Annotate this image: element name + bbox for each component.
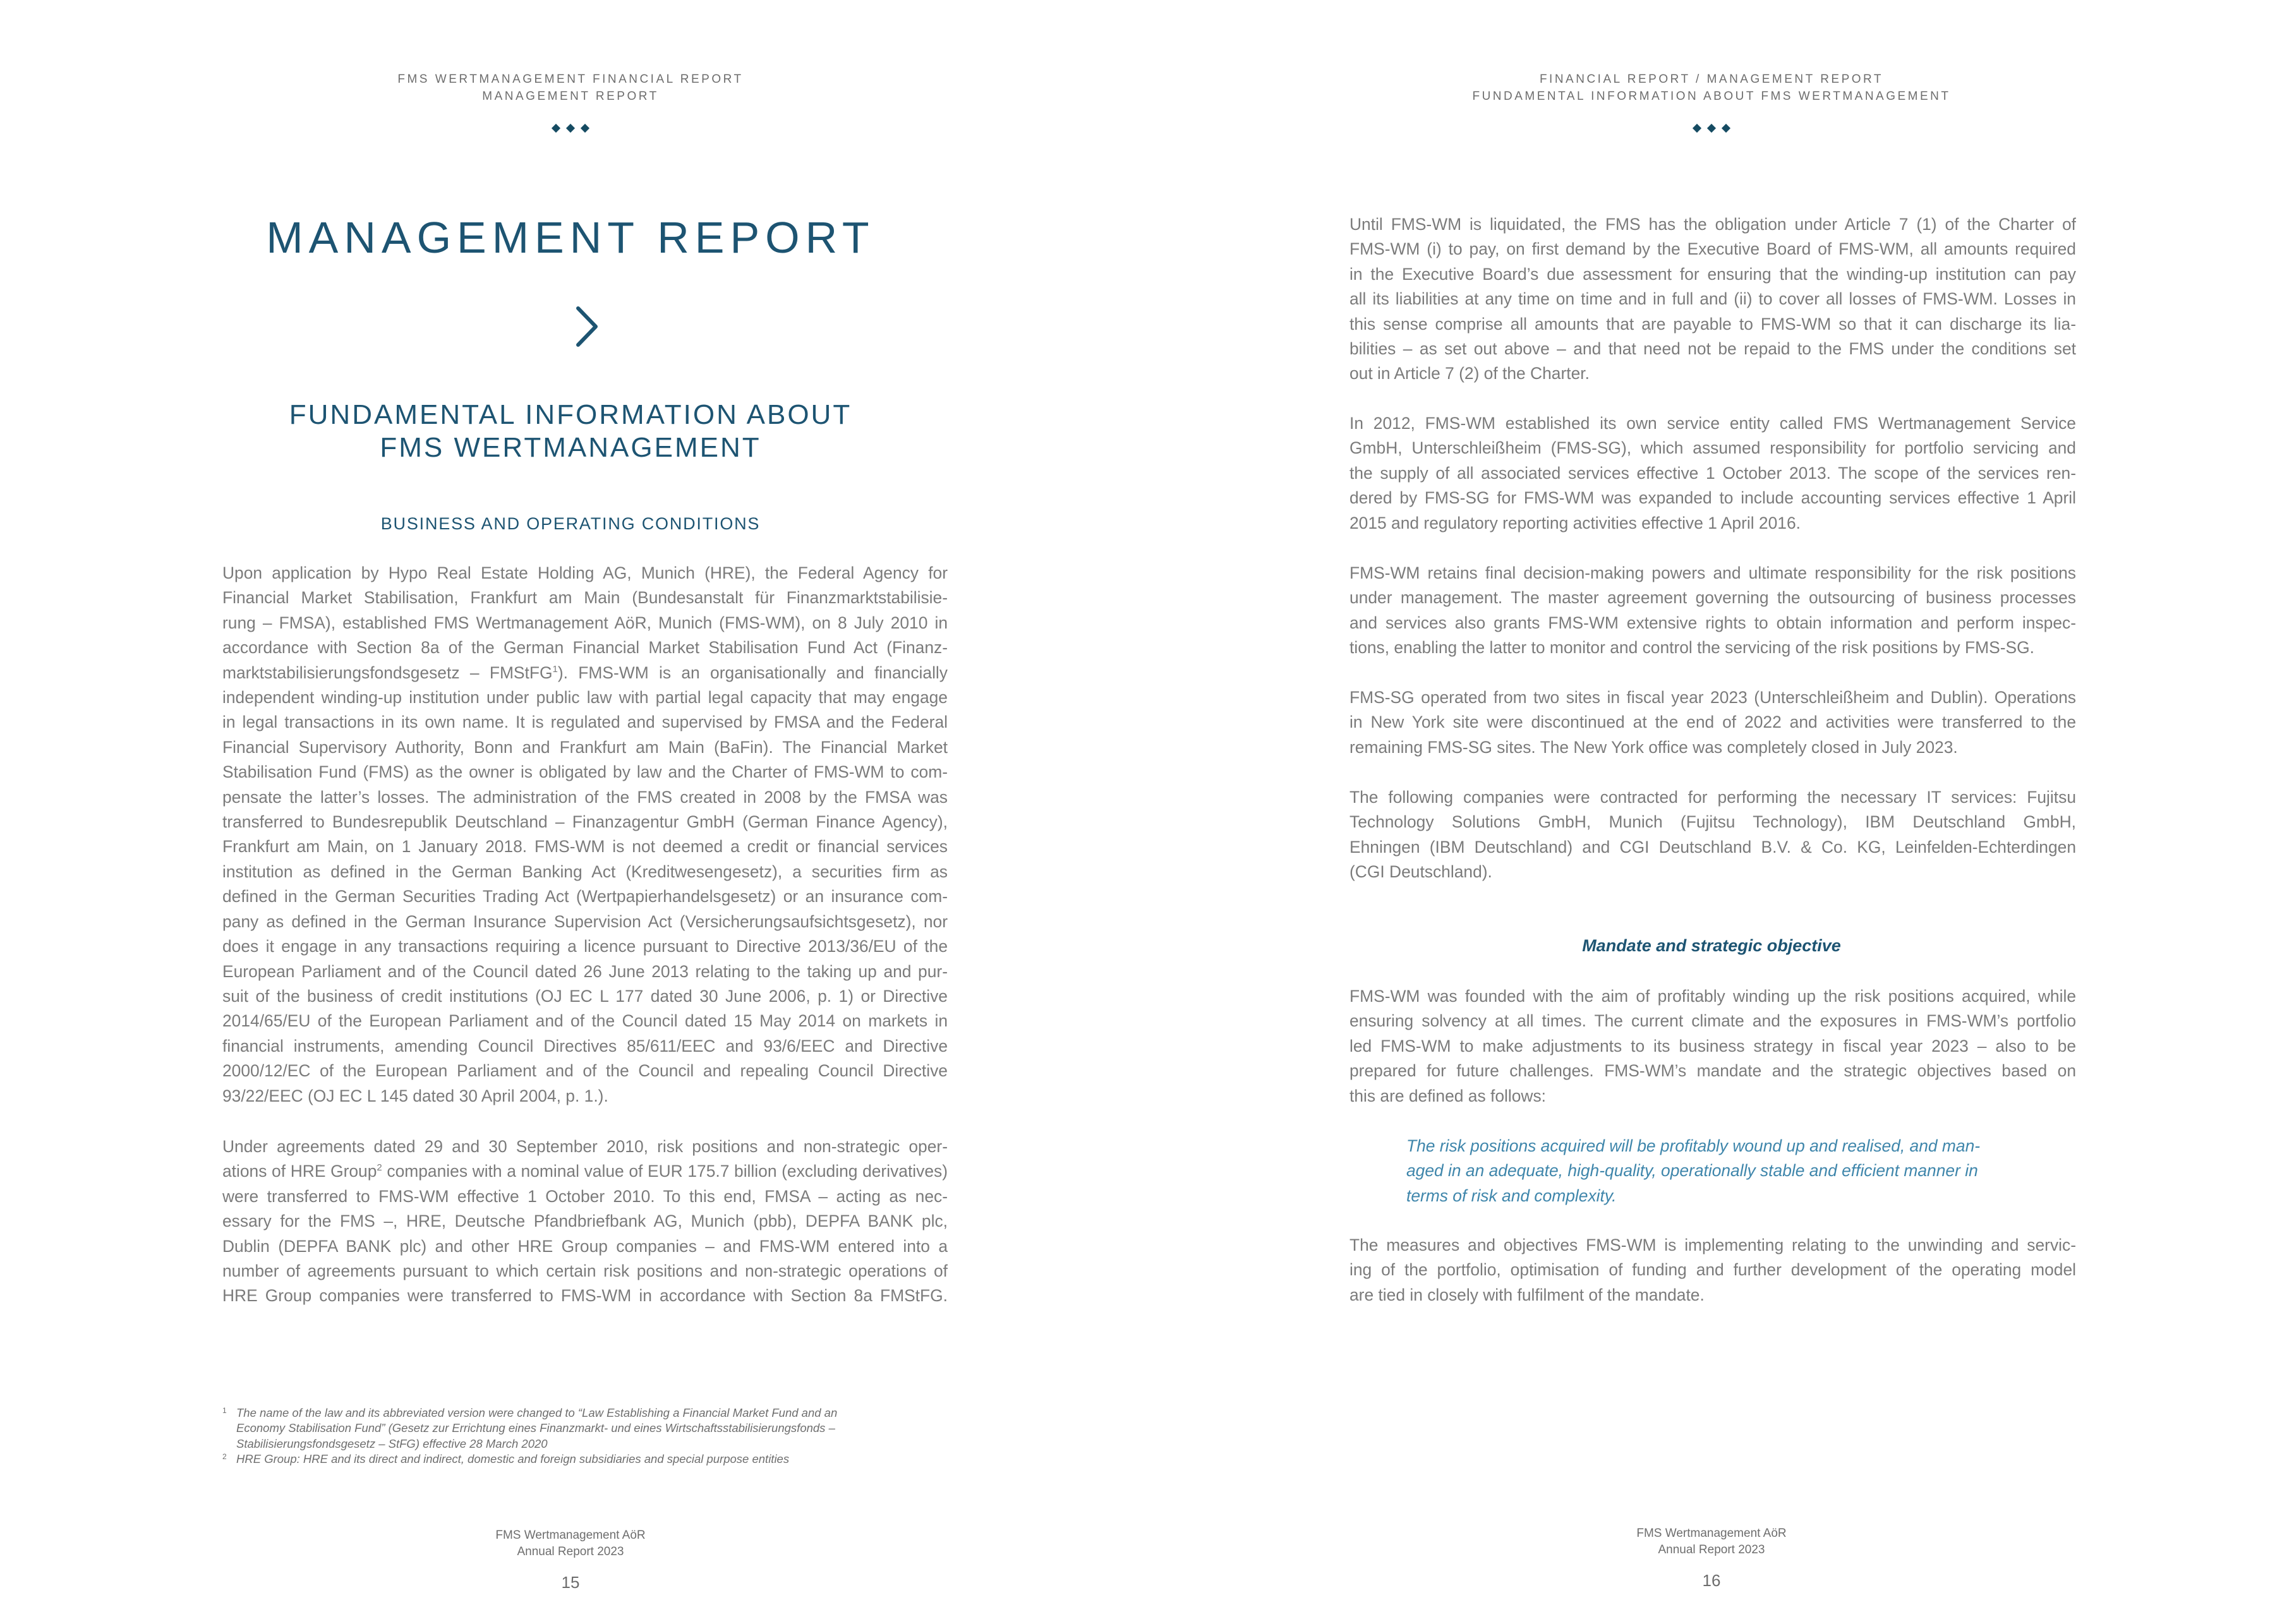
text-line: led FMS-WM to make adjustments to its business strategy in fiscal year 2023 – also to be xyxy=(1349,1036,2076,1056)
text-line: under management. The master agreement governing the outsourcing of business processes xyxy=(1349,588,2076,608)
text-line: GmbH, Unterschleißheim (FMS-SG), which assumed responsibility for portfolio servicing and xyxy=(1349,438,2076,458)
text-line: FMS-WM retains final decision-making powers and ultimate responsibility for the risk positions xyxy=(1349,563,2076,582)
text-line: are tied in closely with fulfilment of the mandate. xyxy=(1349,1285,1705,1304)
text-line: FMS-WM was founded with the aim of profitably winding up the risk positions acquired, while xyxy=(1349,987,2076,1006)
text-line: ensuring solvency at all times. The current climate and the exposures in FMS-WM’s portfolio xyxy=(1349,1011,2076,1031)
footnotes xyxy=(222,1405,837,1467)
footnote xyxy=(222,1452,837,1467)
text-line: in legal transactions in its own name. It is regulated and supervised by FMSA and the Federal xyxy=(222,713,948,732)
running-head-line: MANAGEMENT REPORT xyxy=(482,90,659,103)
section-title-line: FMS WERTMANAGEMENT xyxy=(380,432,761,463)
paragraph xyxy=(1349,1233,2076,1308)
text-line: tions, enabling the latter to monitor and control the servicing of the risk positions by FMS-SG. xyxy=(1349,638,2035,658)
running-head xyxy=(0,71,1141,105)
footer-line: Annual Report 2023 xyxy=(517,1545,624,1558)
section-title-line: FUNDAMENTAL INFORMATION ABOUT xyxy=(289,399,852,430)
text-line: dered by FMS-SG for FMS-WM was expanded to include accounting services effective 1 April xyxy=(1349,488,2076,508)
footnote-ref: 2 xyxy=(377,1162,382,1174)
text-line: in the Executive Board’s due assessment for ensuring that the winding-up institution can pay xyxy=(1349,264,2076,284)
paragraph xyxy=(1349,411,2076,536)
footnote-number: 2 xyxy=(222,1452,227,1461)
paragraph xyxy=(1349,561,2076,661)
running-head xyxy=(1141,71,2282,105)
text-line: (CGI Deutschland). xyxy=(1349,862,1492,882)
text-line: FMS-SG operated from two sites in fiscal year 2023 (Unterschleißheim and Dublin). Operations xyxy=(1349,688,2076,707)
text-line: European Parliament and of the Council dated 26 June 2013 relating to the taking up and pur- xyxy=(222,961,948,981)
text-line: FMS-WM (i) to pay, on first demand by the Executive Board of FMS-WM, all amounts required xyxy=(1349,239,2076,259)
text-line: bilities – as set out above – and that need not be repaid to the FMS under the conditions set xyxy=(1349,339,2076,359)
text-line: Stabilisation Fund (FMS) as the owner is obligated by law and the Charter of FMS-WM to com- xyxy=(222,762,948,782)
page-number: 15 xyxy=(561,1573,580,1592)
text-line: in New York site were discontinued at the end of 2022 and activities were transferred to the xyxy=(1349,713,2076,732)
text-line: prepared for future challenges. FMS-WM’s mandate and the strategic objectives based on xyxy=(1349,1061,2076,1081)
text-line: remaining FMS-SG sites. The New York office was completely closed in July 2023. xyxy=(1349,737,1958,757)
text-line: HRE Group companies were transferred to FMS-WM in accordance with Section 8a FMStFG. xyxy=(222,1286,948,1306)
section-title xyxy=(0,399,1141,464)
quote-line: The risk positions acquired will be profitably wound up and realised, and man- xyxy=(1406,1136,1981,1155)
quote-line: aged in an adequate, high-quality, operationally stable and efficient manner in xyxy=(1406,1161,1978,1181)
text-line: number of agreements pursuant to which certain risk positions and non-strategic operations of xyxy=(222,1261,948,1281)
mandate-quote xyxy=(1406,1134,1980,1208)
paragraph xyxy=(222,1134,948,1309)
footer-line: FMS Wertmanagement AöR xyxy=(1636,1527,1787,1540)
text-line: Financial Supervisory Authority, Bonn and Frankfurt am Main (BaFin). The Financial Market xyxy=(222,737,948,757)
page-footer xyxy=(0,1527,1141,1560)
text-line xyxy=(222,1159,948,1184)
footnote-line: The name of the law and its abbreviated version were changed to “Law Establishing a Financial Market Fund and an xyxy=(236,1406,838,1419)
text-line: were transferred to FMS-WM effective 1 October 2010. To this end, FMSA – acting as nec- xyxy=(222,1186,948,1206)
paragraph xyxy=(1349,685,2076,760)
text-line: Ehningen (IBM Deutschland) and CGI Deutschland B.V. & Co. KG, Leinfelden-Echterdingen xyxy=(1349,837,2076,857)
text-line: this are defined as follows: xyxy=(1349,1086,1546,1105)
text-segment: ations of HRE Group xyxy=(222,1162,377,1181)
text-line: and services also grants FMS-WM extensive rights to obtain information and perform inspec- xyxy=(1349,613,2076,632)
text-line: does it engage in any transactions requiring a licence pursuant to Directive 2013/36/EU of the xyxy=(222,937,948,956)
text-line: ing of the portfolio, optimisation of funding and further development of the operating model xyxy=(1349,1260,2076,1280)
text-line: 2000/12/EC of the European Parliament and of the Council and repealing Council Directive xyxy=(222,1061,948,1081)
text-line: pany as defined in the German Insurance Supervision Act (Versicherungsaufsichtsgesetz), nor xyxy=(222,911,948,931)
text-line: In 2012, FMS-WM established its own service entity called FMS Wertmanagement Service xyxy=(1349,414,2076,433)
page-title: MANAGEMENT REPORT xyxy=(266,213,875,262)
text-segment: ). FMS-WM is an organisationally and financially xyxy=(557,663,948,682)
text-line: 93/22/EEC (OJ EC L 145 dated 30 April 2004, p. 1.). xyxy=(222,1086,608,1105)
page-number: 16 xyxy=(1702,1571,1721,1590)
running-head-line: FUNDAMENTAL INFORMATION ABOUT FMS WERTMANAGEMENT xyxy=(1472,90,1951,103)
paragraph xyxy=(222,561,948,1109)
text-line: Until FMS-WM is liquidated, the FMS has the obligation under Article 7 (1) of the Charter of xyxy=(1349,215,2076,234)
text-line: essary for the FMS –, HRE, Deutsche Pfandbriefbank AG, Munich (pbb), DEPFA BANK plc, xyxy=(222,1212,948,1231)
paragraph xyxy=(1349,212,2076,387)
text-segment: companies with a nominal value of EUR 175.7 billion (excluding derivatives) xyxy=(382,1162,948,1181)
text-line: independent winding-up institution under public law with partial legal capacity that may engage xyxy=(222,688,948,707)
running-head-line: FINANCIAL REPORT / MANAGEMENT REPORT xyxy=(1539,73,1884,86)
text-line: The following companies were contracted for performing the necessary IT services: Fujitsu xyxy=(1349,788,2076,807)
footnote-line: HRE Group: HRE and its direct and indirect, domestic and foreign subsidiaries and special purpose entities xyxy=(236,1452,790,1465)
footnote-number: 1 xyxy=(222,1406,227,1415)
diamond-ornament-icon xyxy=(1141,125,2282,131)
footer-line: Annual Report 2023 xyxy=(1658,1543,1765,1556)
mandate-heading: Mandate and strategic objective xyxy=(1582,936,1841,955)
text-line: Financial Market Stabilisation, Frankfurt am Main (Bundesanstalt für Finanzmarktstabilisie- xyxy=(222,588,948,608)
text-line: Upon application by Hypo Real Estate Holding AG, Munich (HRE), the Federal Agency for xyxy=(222,563,948,582)
text-line: suit of the business of credit institutions (OJ EC L 177 dated 30 June 2006, p. 1) or Directive xyxy=(222,986,948,1006)
text-segment: marktstabilisierungsfondsgesetz – FMStFG xyxy=(222,663,553,682)
footnote-line: Stabilisierungsfondsgesetz – StFG) effective 28 March 2020 xyxy=(236,1436,548,1450)
text-line: Dublin (DEPFA BANK plc) and other HRE Group companies – and FMS-WM entered into a xyxy=(222,1236,948,1256)
text-line: institution as defined in the German Banking Act (Kreditwesengesetz), a securities firm as xyxy=(222,862,948,881)
chevron-right-icon xyxy=(570,306,605,347)
footnote-ref: 1 xyxy=(552,663,558,675)
diamond-ornament-icon xyxy=(0,125,1141,131)
running-head-line: FMS WERTMANAGEMENT FINANCIAL REPORT xyxy=(397,73,744,86)
subsection-title: BUSINESS AND OPERATING CONDITIONS xyxy=(380,514,761,533)
quote-line: terms of risk and complexity. xyxy=(1406,1186,1617,1205)
text-line: Technology Solutions GmbH, Munich (Fujitsu Technology), IBM Deutschland GmbH, xyxy=(1349,812,2076,832)
footnote xyxy=(222,1405,837,1452)
paragraph xyxy=(1349,785,2076,885)
footnote-line: Economy Stabilisation Fund” (Gesetz zur Errichtung eines Finanzmarkt- und eines Wirtschaftsstabilisierungsfonds – xyxy=(236,1421,835,1435)
text-line: the supply of all associated services effective 1 October 2013. The scope of the services ren- xyxy=(1349,463,2076,483)
text-line: transferred to Bundesrepublik Deutschland – Finanzagentur GmbH (German Finance Agency), xyxy=(222,812,948,832)
text-line: Frankfurt am Main, on 1 January 2018. FMS-WM is not deemed a credit or financial services xyxy=(222,837,948,857)
text-line: rung – FMSA), established FMS Wertmanagement AöR, Munich (FMS-WM), on 8 July 2010 in xyxy=(222,613,948,632)
text-line: Under agreements dated 29 and 30 September 2010, risk positions and non-strategic oper- xyxy=(222,1137,948,1156)
text-line: 2014/65/EU of the European Parliament and of the Council dated 15 May 2014 on markets in xyxy=(222,1011,948,1031)
footer-line: FMS Wertmanagement AöR xyxy=(495,1529,646,1542)
text-line: 2015 and regulatory reporting activities effective 1 April 2016. xyxy=(1349,513,1801,532)
page-footer xyxy=(1141,1525,2282,1558)
text-line: financial instruments, amending Council Directives 85/611/EEC and 93/6/EEC and Directive xyxy=(222,1036,948,1056)
text-line: pensate the latter’s losses. The administration of the FMS created in 2008 by the FMSA was xyxy=(222,787,948,807)
text-line: defined in the German Securities Trading Act (Wertpapierhandelsgesetz) or an insurance com- xyxy=(222,887,948,906)
text-line: out in Article 7 (2) of the Charter. xyxy=(1349,364,1590,383)
text-line: The measures and objectives FMS-WM is implementing relating to the unwinding and servic- xyxy=(1349,1236,2076,1254)
text-line: all its liabilities at any time on time and in full and (ii) to cover all losses of FMS-WM. Losses in xyxy=(1349,289,2076,309)
right-page xyxy=(1141,0,2282,1624)
paragraph xyxy=(1349,984,2076,1109)
text-line xyxy=(222,661,948,685)
text-line: this sense comprise all amounts that are payable to FMS-WM so that it can discharge its lia- xyxy=(1349,314,2076,334)
text-line: accordance with Section 8a of the German Financial Market Stabilisation Fund Act (Finanz- xyxy=(222,638,948,658)
